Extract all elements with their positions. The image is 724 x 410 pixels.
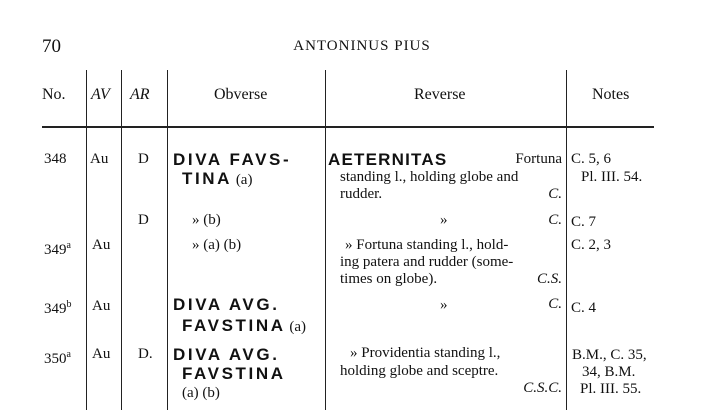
notes-line-1: B.M., C. 35, bbox=[572, 347, 647, 363]
reverse-reference: C.S. bbox=[536, 271, 562, 287]
obverse-legend-cont: FAVSTINA bbox=[182, 364, 286, 383]
denomination: D bbox=[138, 151, 149, 167]
obverse-legend: DIVA AVG. bbox=[173, 295, 280, 314]
obverse-legend: DIVA FAVS- bbox=[173, 150, 292, 169]
obverse-legend-cont: FAVSTINA (a) bbox=[182, 316, 307, 335]
reverse-line-2: standing l., holding globe and bbox=[340, 169, 519, 185]
column-rule bbox=[167, 70, 168, 410]
reverse-reference: C. bbox=[548, 296, 562, 312]
column-rule bbox=[325, 70, 326, 410]
notes-line-3: Pl. III. 55. bbox=[580, 381, 642, 397]
obverse-variants: (a) (b) bbox=[182, 385, 220, 401]
reverse-ditto: » bbox=[440, 212, 448, 228]
metal-au: Au bbox=[92, 346, 111, 362]
metal-au: Au bbox=[92, 237, 111, 253]
notes-line-1: C. 2, 3 bbox=[571, 237, 612, 253]
row-number: 349$^a$ bbox=[44, 240, 71, 258]
notes-line-1: C. 7 bbox=[571, 214, 597, 230]
reverse-line-1: » Fortuna standing l., hold- bbox=[345, 237, 509, 253]
obverse-legend: » (b) bbox=[192, 212, 221, 228]
reverse-line-1: » Providentia standing l., bbox=[350, 345, 501, 361]
obverse-legend: » (a) (b) bbox=[192, 237, 242, 253]
page-number: 70 bbox=[42, 36, 61, 57]
row-number: 350$^a$ bbox=[44, 349, 71, 367]
reverse-line-1: AETERNITAS Fortuna bbox=[328, 150, 562, 169]
reverse-reference: C. bbox=[548, 186, 562, 202]
denomination: D. bbox=[138, 346, 153, 362]
reverse-line-2: ing patera and rudder (some- bbox=[340, 254, 514, 270]
column-rule bbox=[86, 70, 87, 410]
metal-au: Au bbox=[92, 298, 111, 314]
metal-au: Au bbox=[90, 151, 109, 167]
reverse-ditto: » bbox=[440, 297, 448, 313]
column-rule bbox=[121, 70, 122, 410]
notes-line-2: Pl. III. 54. bbox=[581, 169, 643, 185]
notes-line-1: C. 4 bbox=[571, 300, 597, 316]
notes-line-2: 34, B.M. bbox=[582, 364, 636, 380]
col-header-notes: Notes bbox=[592, 86, 630, 103]
col-header-ar: AR bbox=[130, 86, 150, 103]
row-number: 349$^b$ bbox=[44, 299, 72, 317]
reverse-line-2: holding globe and sceptre. bbox=[340, 363, 499, 379]
denomination: D bbox=[138, 212, 149, 228]
col-header-no: No. bbox=[42, 86, 66, 103]
reverse-line-3: times on globe). bbox=[340, 271, 438, 287]
obverse-legend: DIVA AVG. bbox=[173, 345, 280, 364]
col-header-reverse: Reverse bbox=[414, 86, 466, 103]
col-header-au: AV bbox=[91, 86, 110, 103]
reverse-reference: C.S.C. bbox=[523, 380, 562, 396]
notes-line-1: C. 5, 6 bbox=[571, 151, 612, 167]
column-rule bbox=[566, 70, 567, 410]
obverse-legend-cont: TINA (a) bbox=[182, 169, 253, 188]
row-number: 348 bbox=[44, 151, 67, 167]
col-header-obverse: Obverse bbox=[214, 86, 268, 103]
header-rule bbox=[42, 126, 654, 128]
reverse-line-3: rudder. bbox=[340, 186, 383, 202]
reverse-reference: C. bbox=[548, 212, 562, 228]
running-title: ANTONINUS PIUS bbox=[293, 38, 431, 54]
